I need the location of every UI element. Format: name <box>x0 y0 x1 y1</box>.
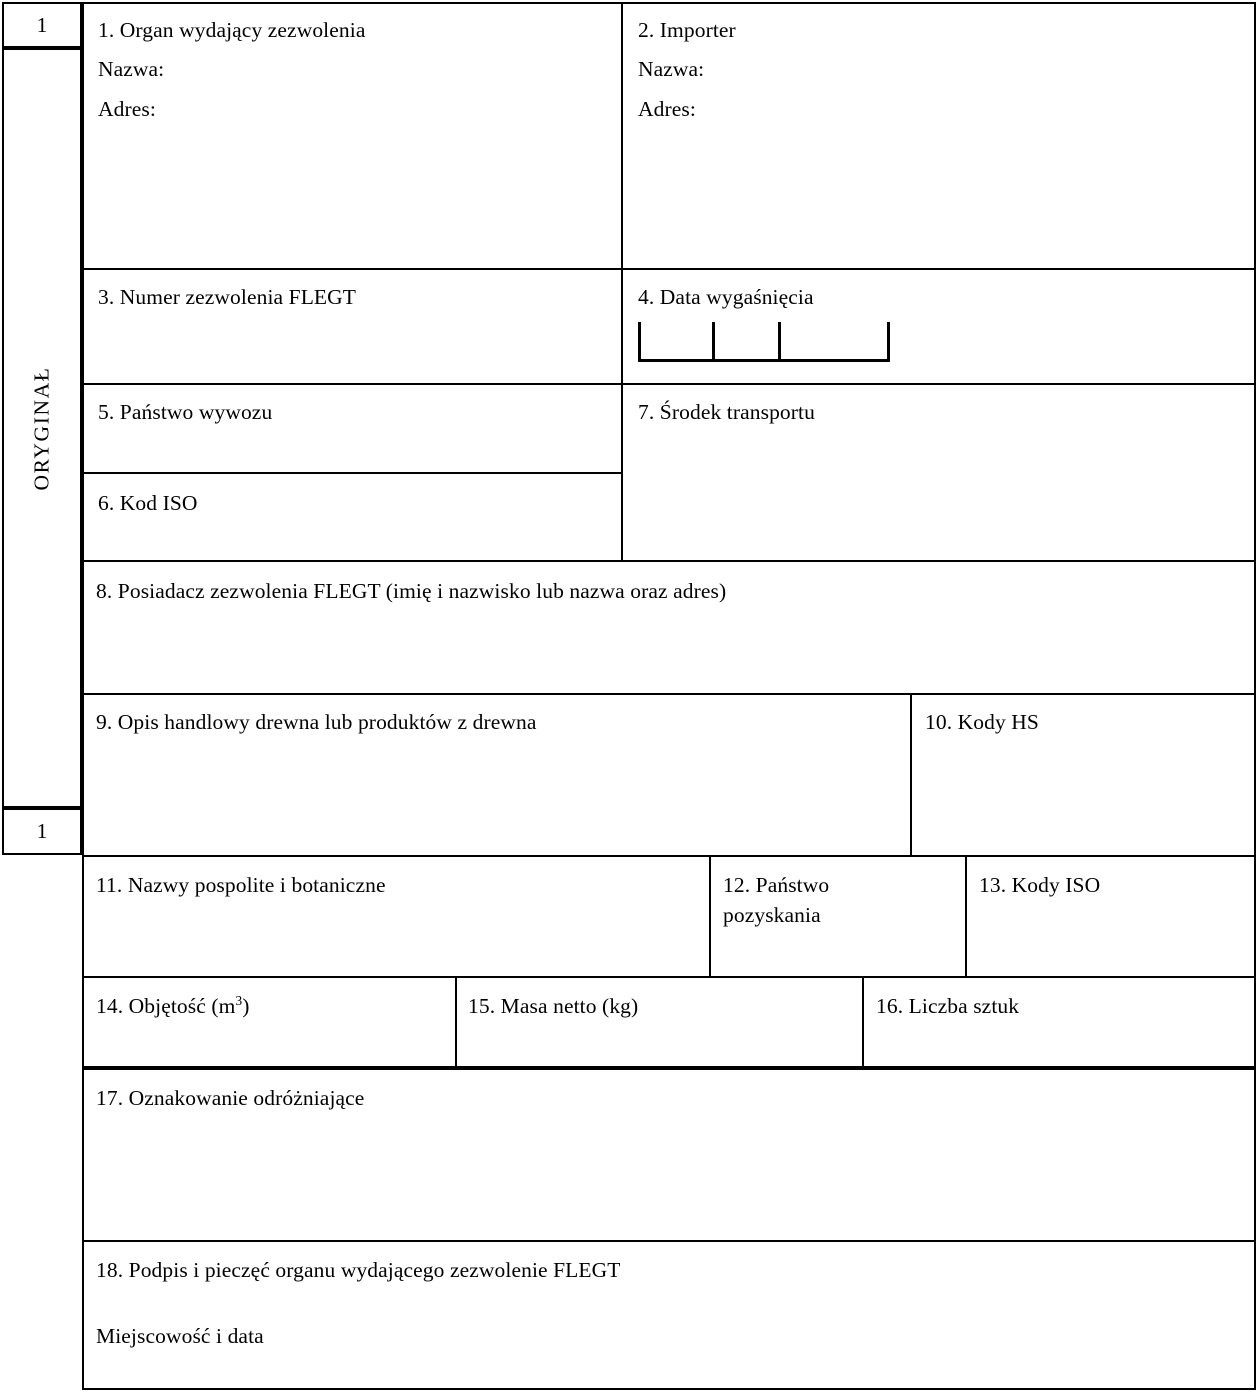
field-18-label: 18. Podpis i pieczęć organu wydającego zezwolenie FLEGT <box>96 1258 621 1282</box>
sheet-number-bottom: 1 <box>36 819 48 843</box>
field-4-label: 4. Data wygaśnięcia <box>638 285 814 309</box>
field-18-place-date-label: Miejscowość i data <box>96 1324 264 1348</box>
copy-marker-wrap <box>2 48 82 808</box>
copy-marker-label: ORYGINAŁ <box>29 366 54 490</box>
field-17-label: 17. Oznakowanie odróżniające <box>96 1086 365 1110</box>
field-15-cell[interactable] <box>455 976 864 1068</box>
field-1-address-label: Adres: <box>98 97 156 121</box>
field-3-label: 3. Numer zezwolenia FLEGT <box>98 285 357 309</box>
field-14-label <box>96 992 249 1021</box>
field-7-label: 7. Środek transportu <box>638 400 815 424</box>
date-comb-tick-start <box>638 322 641 359</box>
field-9-label: 9. Opis handlowy drewna lub produktów z drewna <box>96 710 537 734</box>
field-13-label: 13. Kody ISO <box>979 873 1101 897</box>
field-6-label: 6. Kod ISO <box>98 491 198 515</box>
field-2-address-label: Adres: <box>638 97 696 121</box>
field-8-label: 8. Posiadacz zezwolenia FLEGT (imię i nazwisko lub nazwa oraz adres) <box>96 579 727 603</box>
field-2-label: 2. Importer <box>638 18 736 42</box>
field-5-label: 5. Państwo wywozu <box>98 400 273 424</box>
date-comb-tick-1 <box>712 322 715 359</box>
field-11-label: 11. Nazwy pospolite i botaniczne <box>96 873 386 897</box>
field-14-label-prefix: 14. Objętość (m <box>96 994 236 1018</box>
field-14-cell[interactable] <box>82 976 457 1068</box>
sheet-number-top: 1 <box>36 12 48 37</box>
field-16-cell[interactable] <box>862 976 1256 1068</box>
field-15-label: 15. Masa netto (kg) <box>468 994 639 1018</box>
field-4-date-comb[interactable] <box>638 322 890 362</box>
field-12-label-line2: pozyskania <box>723 903 821 927</box>
field-14-label-superscript: 3 <box>235 992 243 1008</box>
field-5-cell[interactable] <box>82 383 623 474</box>
field-2-name-label: Nazwa: <box>638 57 705 81</box>
field-10-label: 10. Kody HS <box>925 710 1039 734</box>
date-comb-tick-end <box>887 322 890 359</box>
field-1-label: 1. Organ wydający zezwolenia <box>98 18 366 42</box>
field-16-label: 16. Liczba sztuk <box>876 994 1020 1018</box>
date-comb-tick-2 <box>778 322 781 359</box>
field-12-label-line1: 12. Państwo <box>723 873 830 897</box>
field-1-name-label: Nazwa: <box>98 57 165 81</box>
field-14-label-suffix: ) <box>242 994 250 1018</box>
